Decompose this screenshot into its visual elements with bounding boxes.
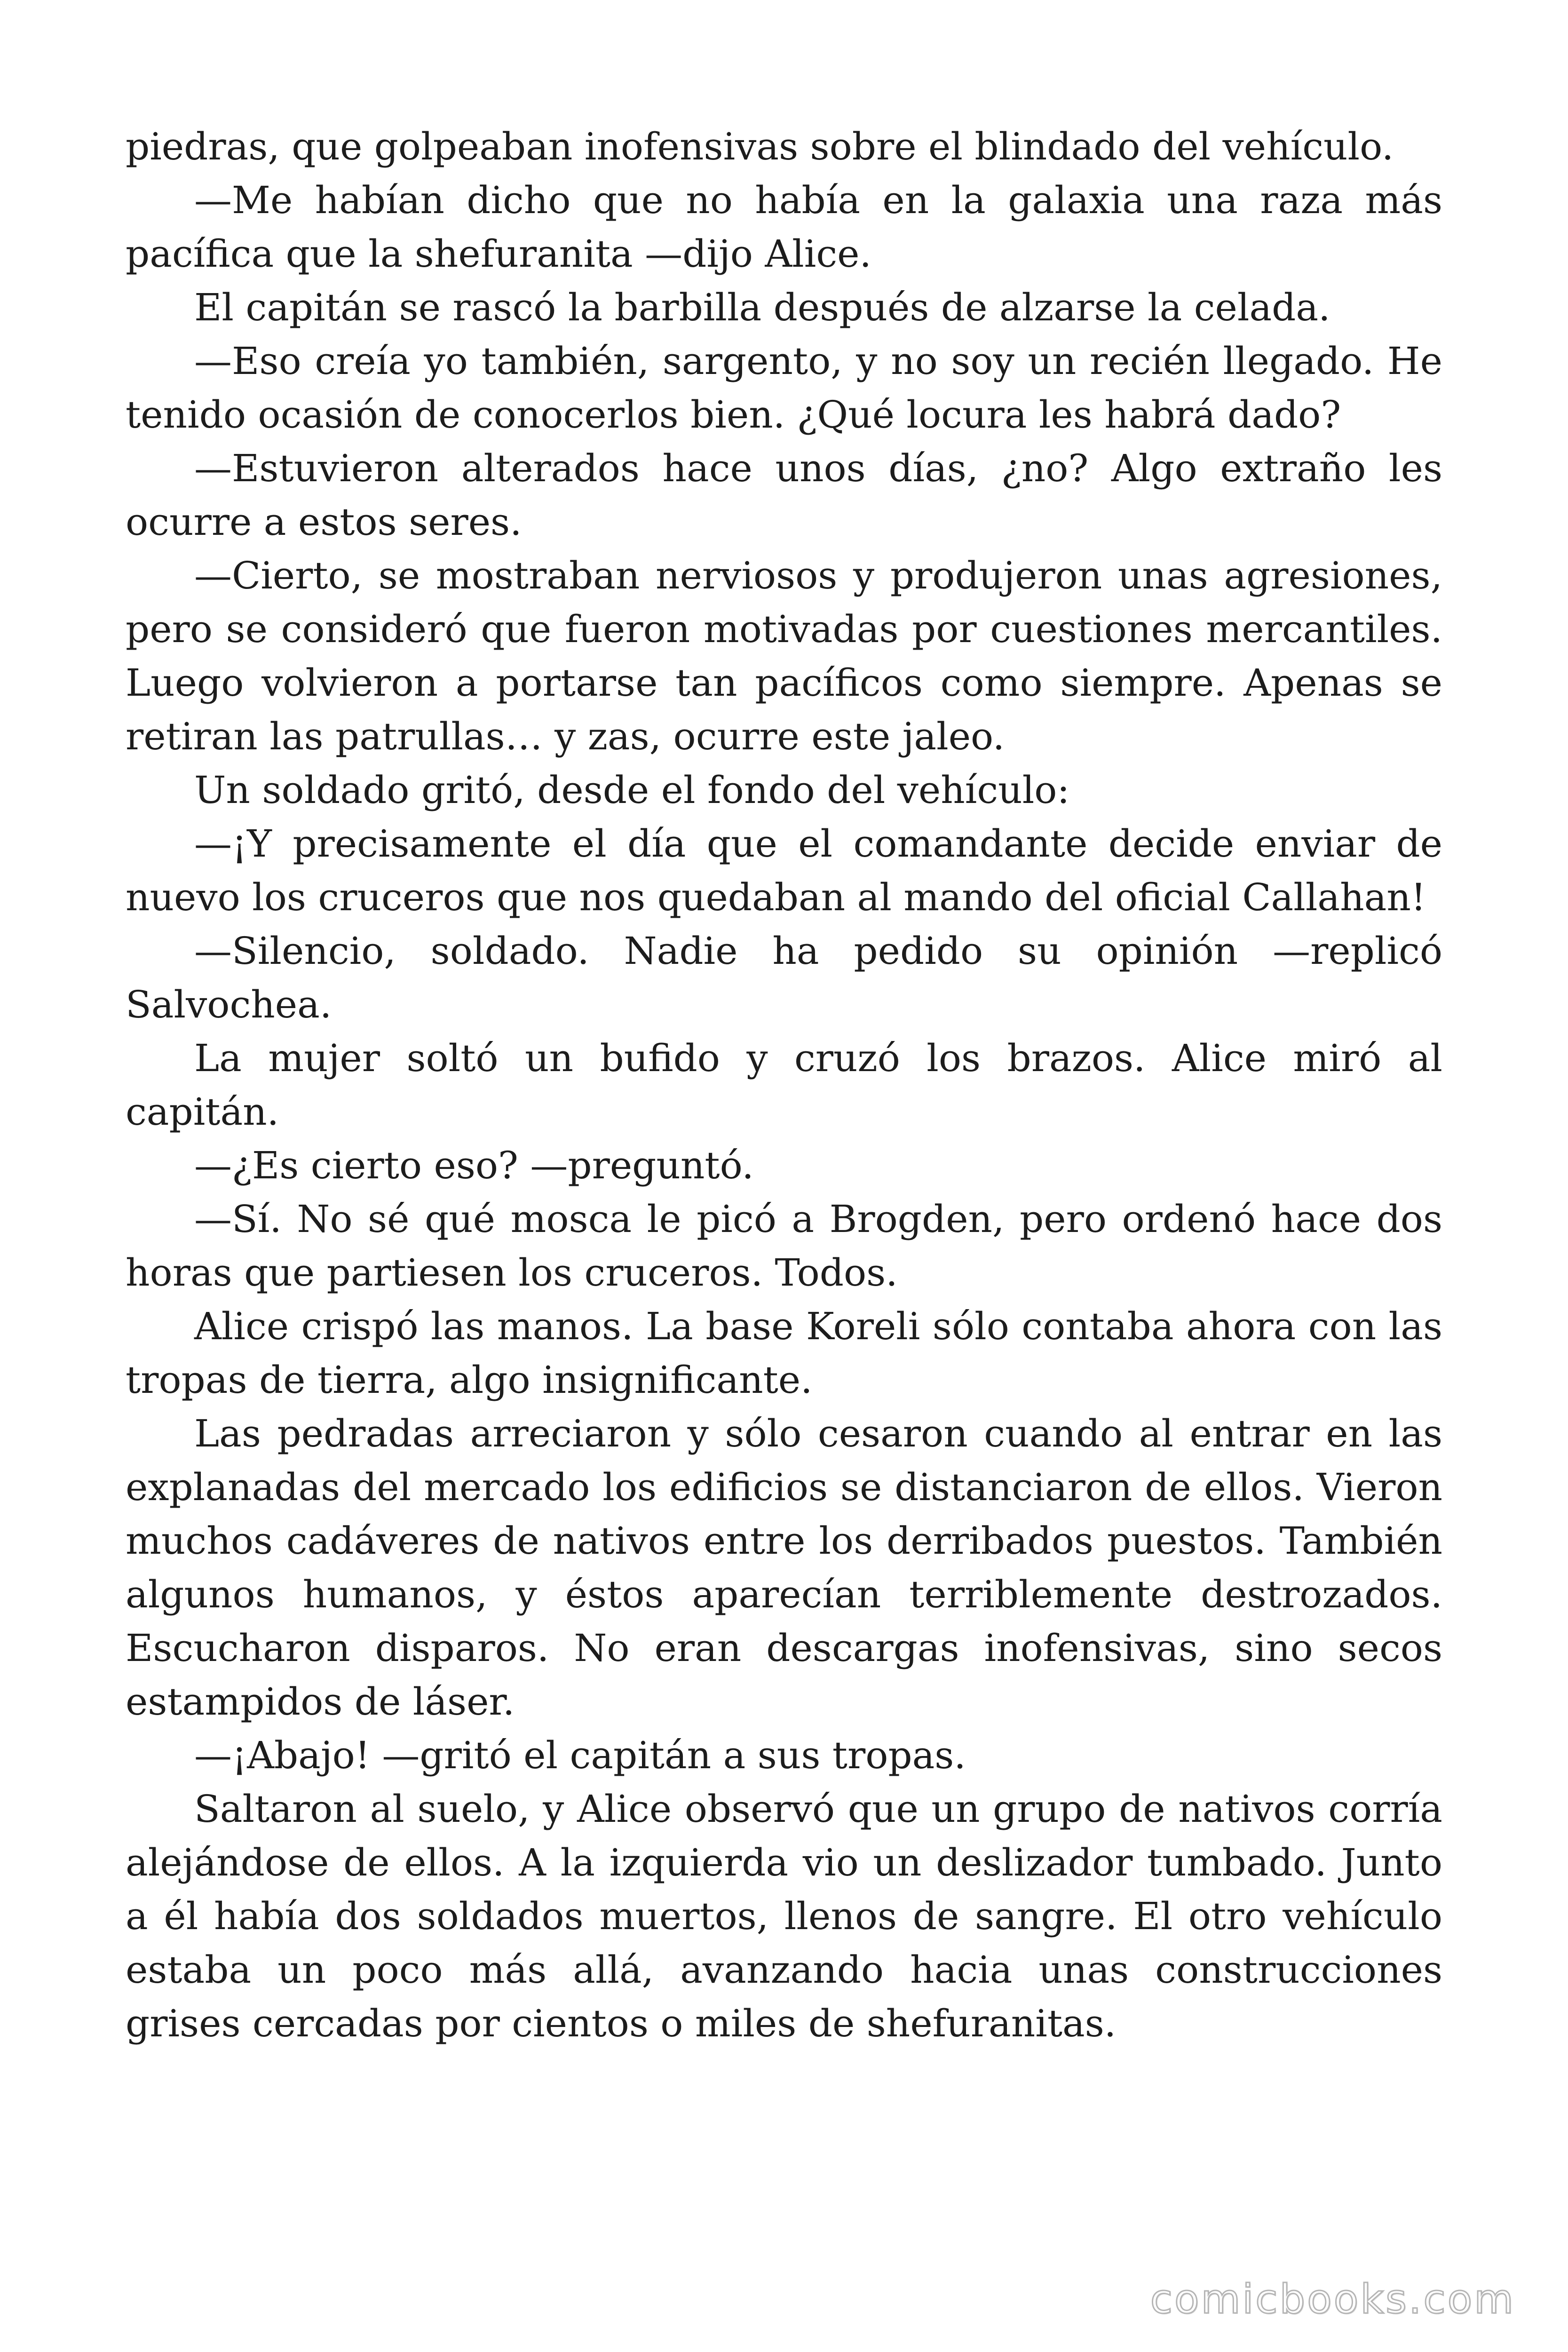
paragraph: —Cierto, se mostraban nerviosos y produjeron unas agresiones, pero se consideró que fueron motivadas por cuestiones mercantiles. Luego volvieron a portarse tan pacíficos como siempre. Apenas se retiran las patrullas… y zas, ocurre este jaleo. xyxy=(126,554,1442,758)
paragraph: —Silencio, soldado. Nadie ha pedido su opinión —replicó Salvochea. xyxy=(126,929,1442,1026)
paragraph: —Estuvieron alterados hace unos días, ¿no? Algo extraño les ocurre a estos seres. xyxy=(126,446,1442,544)
paragraph: Las pedradas arreciaron y sólo cesaron cuando al entrar en las explanadas del mercado los edificios se distanciaron de ellos. Vieron muchos cadáveres de nativos entre los derribados puestos. También algunos humanos, y éstos aparecían terriblemente destrozados. Escucharon disparos. No eran descargas inofensivas, sino secos estampidos de láser. xyxy=(126,1412,1442,1724)
paragraph: —Sí. No sé qué mosca le picó a Brogden, pero ordenó hace dos horas que partiesen los cruceros. Todos. xyxy=(126,1197,1442,1295)
watermark: comicbooks.com xyxy=(1150,2276,1515,2323)
paragraph: Alice crispó las manos. La base Koreli sólo contaba ahora con las tropas de tierra, algo insignificante. xyxy=(126,1304,1442,1402)
paragraph: —¡Y precisamente el día que el comandante decide enviar de nuevo los cruceros que nos quedaban al mando del oficial Callahan! xyxy=(126,822,1442,919)
paragraph: Saltaron al suelo, y Alice observó que un grupo de nativos corría alejándose de ellos. A la izquierda vio un deslizador tumbado. Junto a él había dos soldados muertos, llenos de sangre. El otro vehículo estaba un poco más allá, avanzando hacia unas construcciones grises cercadas por cientos o miles de shefuranitas. xyxy=(126,1787,1442,2045)
paragraph: El capitán se rascó la barbilla después de alzarse la celada. xyxy=(194,286,1330,329)
paragraph: —¡Abajo! —gritó el capitán a sus tropas. xyxy=(194,1733,966,1777)
paragraph: Un soldado gritó, desde el fondo del vehículo: xyxy=(194,768,1070,812)
paragraph: —Eso creía yo también, sargento, y no soy un recién llegado. He tenido ocasión de conocerlos bien. ¿Qué locura les habrá dado? xyxy=(126,339,1442,437)
page-body xyxy=(126,120,1442,2050)
paragraph: La mujer soltó un bufido y cruzó los brazos. Alice miró al capitán. xyxy=(126,1036,1442,1134)
paragraph: —¿Es cierto eso? —preguntó. xyxy=(194,1144,754,1187)
paragraph: piedras, que golpeaban inofensivas sobre el blindado del vehículo. xyxy=(126,125,1394,168)
paragraph: —Me habían dicho que no había en la galaxia una raza más pacífica que la shefuranita —dijo Alice. xyxy=(126,178,1442,276)
